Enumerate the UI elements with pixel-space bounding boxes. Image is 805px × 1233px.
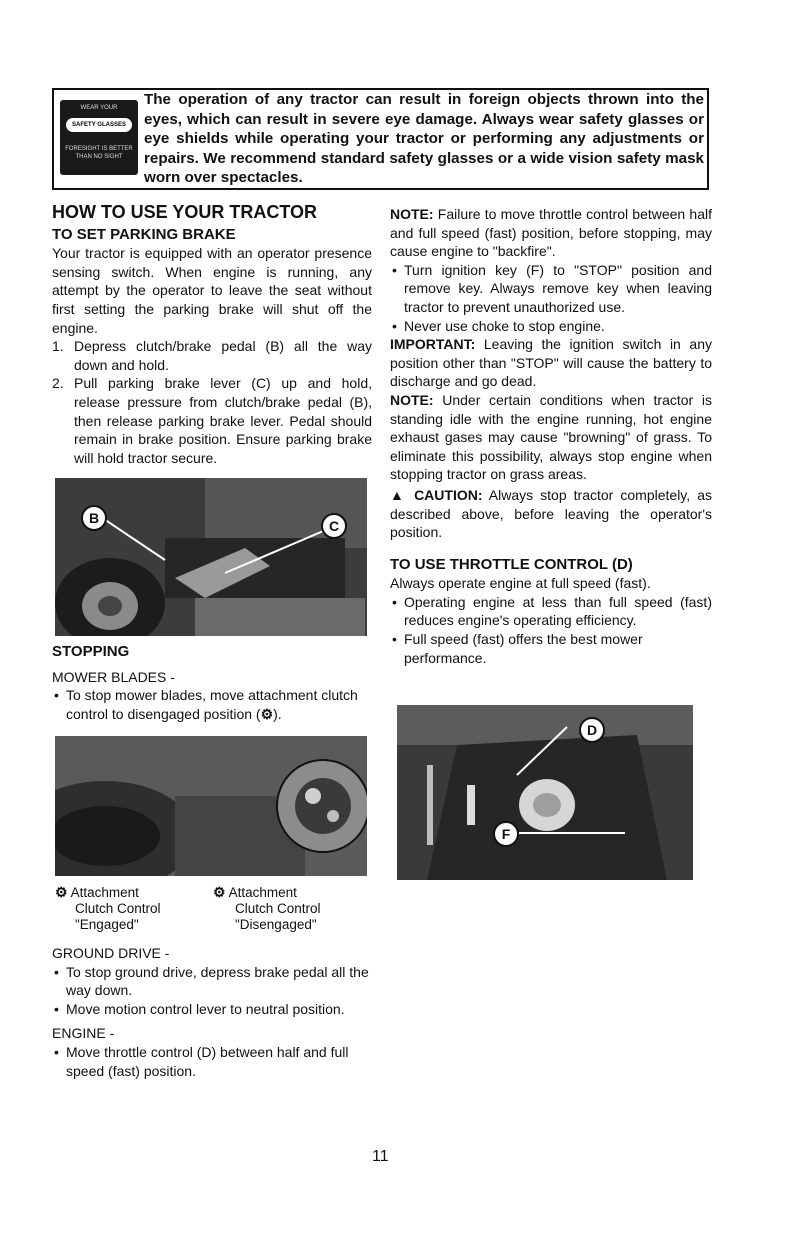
legend-engaged: ⚙ Attachment Clutch Control "Engaged": [55, 884, 161, 932]
icon-line-3: FORESIGHT IS BETTER THAN NO SIGHT: [65, 146, 133, 160]
parking-brake-intro: Your tractor is equipped with an operator presence sensing switch. When engine is running, any attempt by the operator to leave the seat without first setting the parking brake will shut off the engine.: [52, 245, 372, 336]
icon-line-2: SAFETY GLASSES: [66, 118, 132, 132]
safety-warning-text: The operation of any tractor can result in foreign objects thrown into the eyes, which can result in severe eye damage. Always wear safety glasses or eye shields while operating your tractor or performing any adjustments or repairs. We recommend standard safety glasses or a wide vision safety mask worn over spectacles.: [144, 91, 704, 186]
safety-glasses-icon: [60, 100, 138, 175]
throttle-ignition-illustration: [397, 705, 693, 880]
legend-disengaged: ⚙ Attachment Clutch Control "Disengaged": [213, 884, 321, 932]
callout-d: D: [579, 717, 605, 743]
throttle-heading: TO USE THROTTLE CONTROL (D): [390, 555, 633, 573]
parking-brake-heading: TO SET PARKING BRAKE: [52, 225, 236, 243]
stopping-section: [52, 643, 372, 723]
clutch-engaged-symbol: ⚙: [55, 884, 68, 900]
section-heading: HOW TO USE YOUR TRACTOR: [52, 202, 318, 222]
clutch-control-illustration: [55, 736, 367, 876]
list-item: • To stop mower blades, move attachment clutch control to disengaged position (⚙).: [52, 686, 372, 723]
list-item: 1. Depress clutch/brake pedal (B) all the way down and hold.: [52, 338, 372, 373]
note-browning: NOTE: Under certain conditions when tractor is standing idle with the engine running, hot engine exhaust gases may cause "browning" of grass. To eliminate this possibility, always stop engine when stopping tractor on grass areas.: [390, 391, 712, 483]
page-number: 11: [372, 1148, 389, 1165]
important-note: IMPORTANT: Leaving the ignition switch in any position other than "STOP" will cause the battery to discharge and go dead.: [390, 336, 712, 390]
note-backfire: NOTE: Failure to move throttle control between half and full speed (fast) position, before stopping, may cause engine to "backfire".: [390, 206, 712, 260]
engine-heading: ENGINE -: [52, 1025, 115, 1042]
parking-brake-photo: [55, 478, 367, 636]
list-item: • Move throttle control (D) between half and full speed (fast) position.: [52, 1043, 372, 1080]
callout-b: B: [81, 505, 107, 531]
list-item: • Turn ignition key (F) to "STOP" position and remove key. Always remove key when leaving tractor to prevent unauthorized use.: [390, 261, 712, 317]
list-item: • Full speed (fast) offers the best mower performance.: [390, 630, 712, 667]
parking-brake-illustration: [55, 478, 367, 636]
list-item: • Move motion control lever to neutral position.: [52, 1000, 372, 1019]
mower-blades-heading: MOWER BLADES -: [52, 668, 175, 685]
callout-c: C: [321, 513, 347, 539]
throttle-intro: Always operate engine at full speed (fast).: [390, 575, 651, 592]
list-item: • Operating engine at less than full speed (fast) reduces engine's operating efficiency.: [390, 593, 712, 630]
list-item: • To stop ground drive, depress brake pedal all the way down.: [52, 963, 372, 1000]
caution-note: ▲ CAUTION: Always stop tractor completely, as described above, before leaving the operator's position.: [390, 486, 712, 541]
caution-triangle-icon: ▲: [390, 486, 415, 503]
clutch-control-photo: [55, 736, 367, 876]
throttle-ignition-photo: [397, 705, 693, 880]
icon-line-1: WEAR YOUR: [80, 105, 118, 111]
ground-engine-section: [52, 944, 372, 1080]
callout-f: F: [493, 821, 519, 847]
clutch-disengaged-symbol: ⚙: [213, 884, 226, 900]
list-item: • Never use choke to stop engine.: [390, 317, 712, 336]
left-column-top: [52, 203, 372, 467]
ground-drive-heading: GROUND DRIVE -: [52, 945, 170, 961]
right-column: [390, 205, 712, 667]
clutch-disengaged-symbol: ⚙: [260, 705, 274, 722]
stopping-heading: STOPPING: [52, 643, 130, 660]
list-item: 2. Pull parking brake lever (C) up and hold, release pressure from clutch/brake pedal (B), then release parking brake lever. Pedal should remain in brake position. Ensure parking brake will hold tractor secure.: [52, 375, 372, 466]
